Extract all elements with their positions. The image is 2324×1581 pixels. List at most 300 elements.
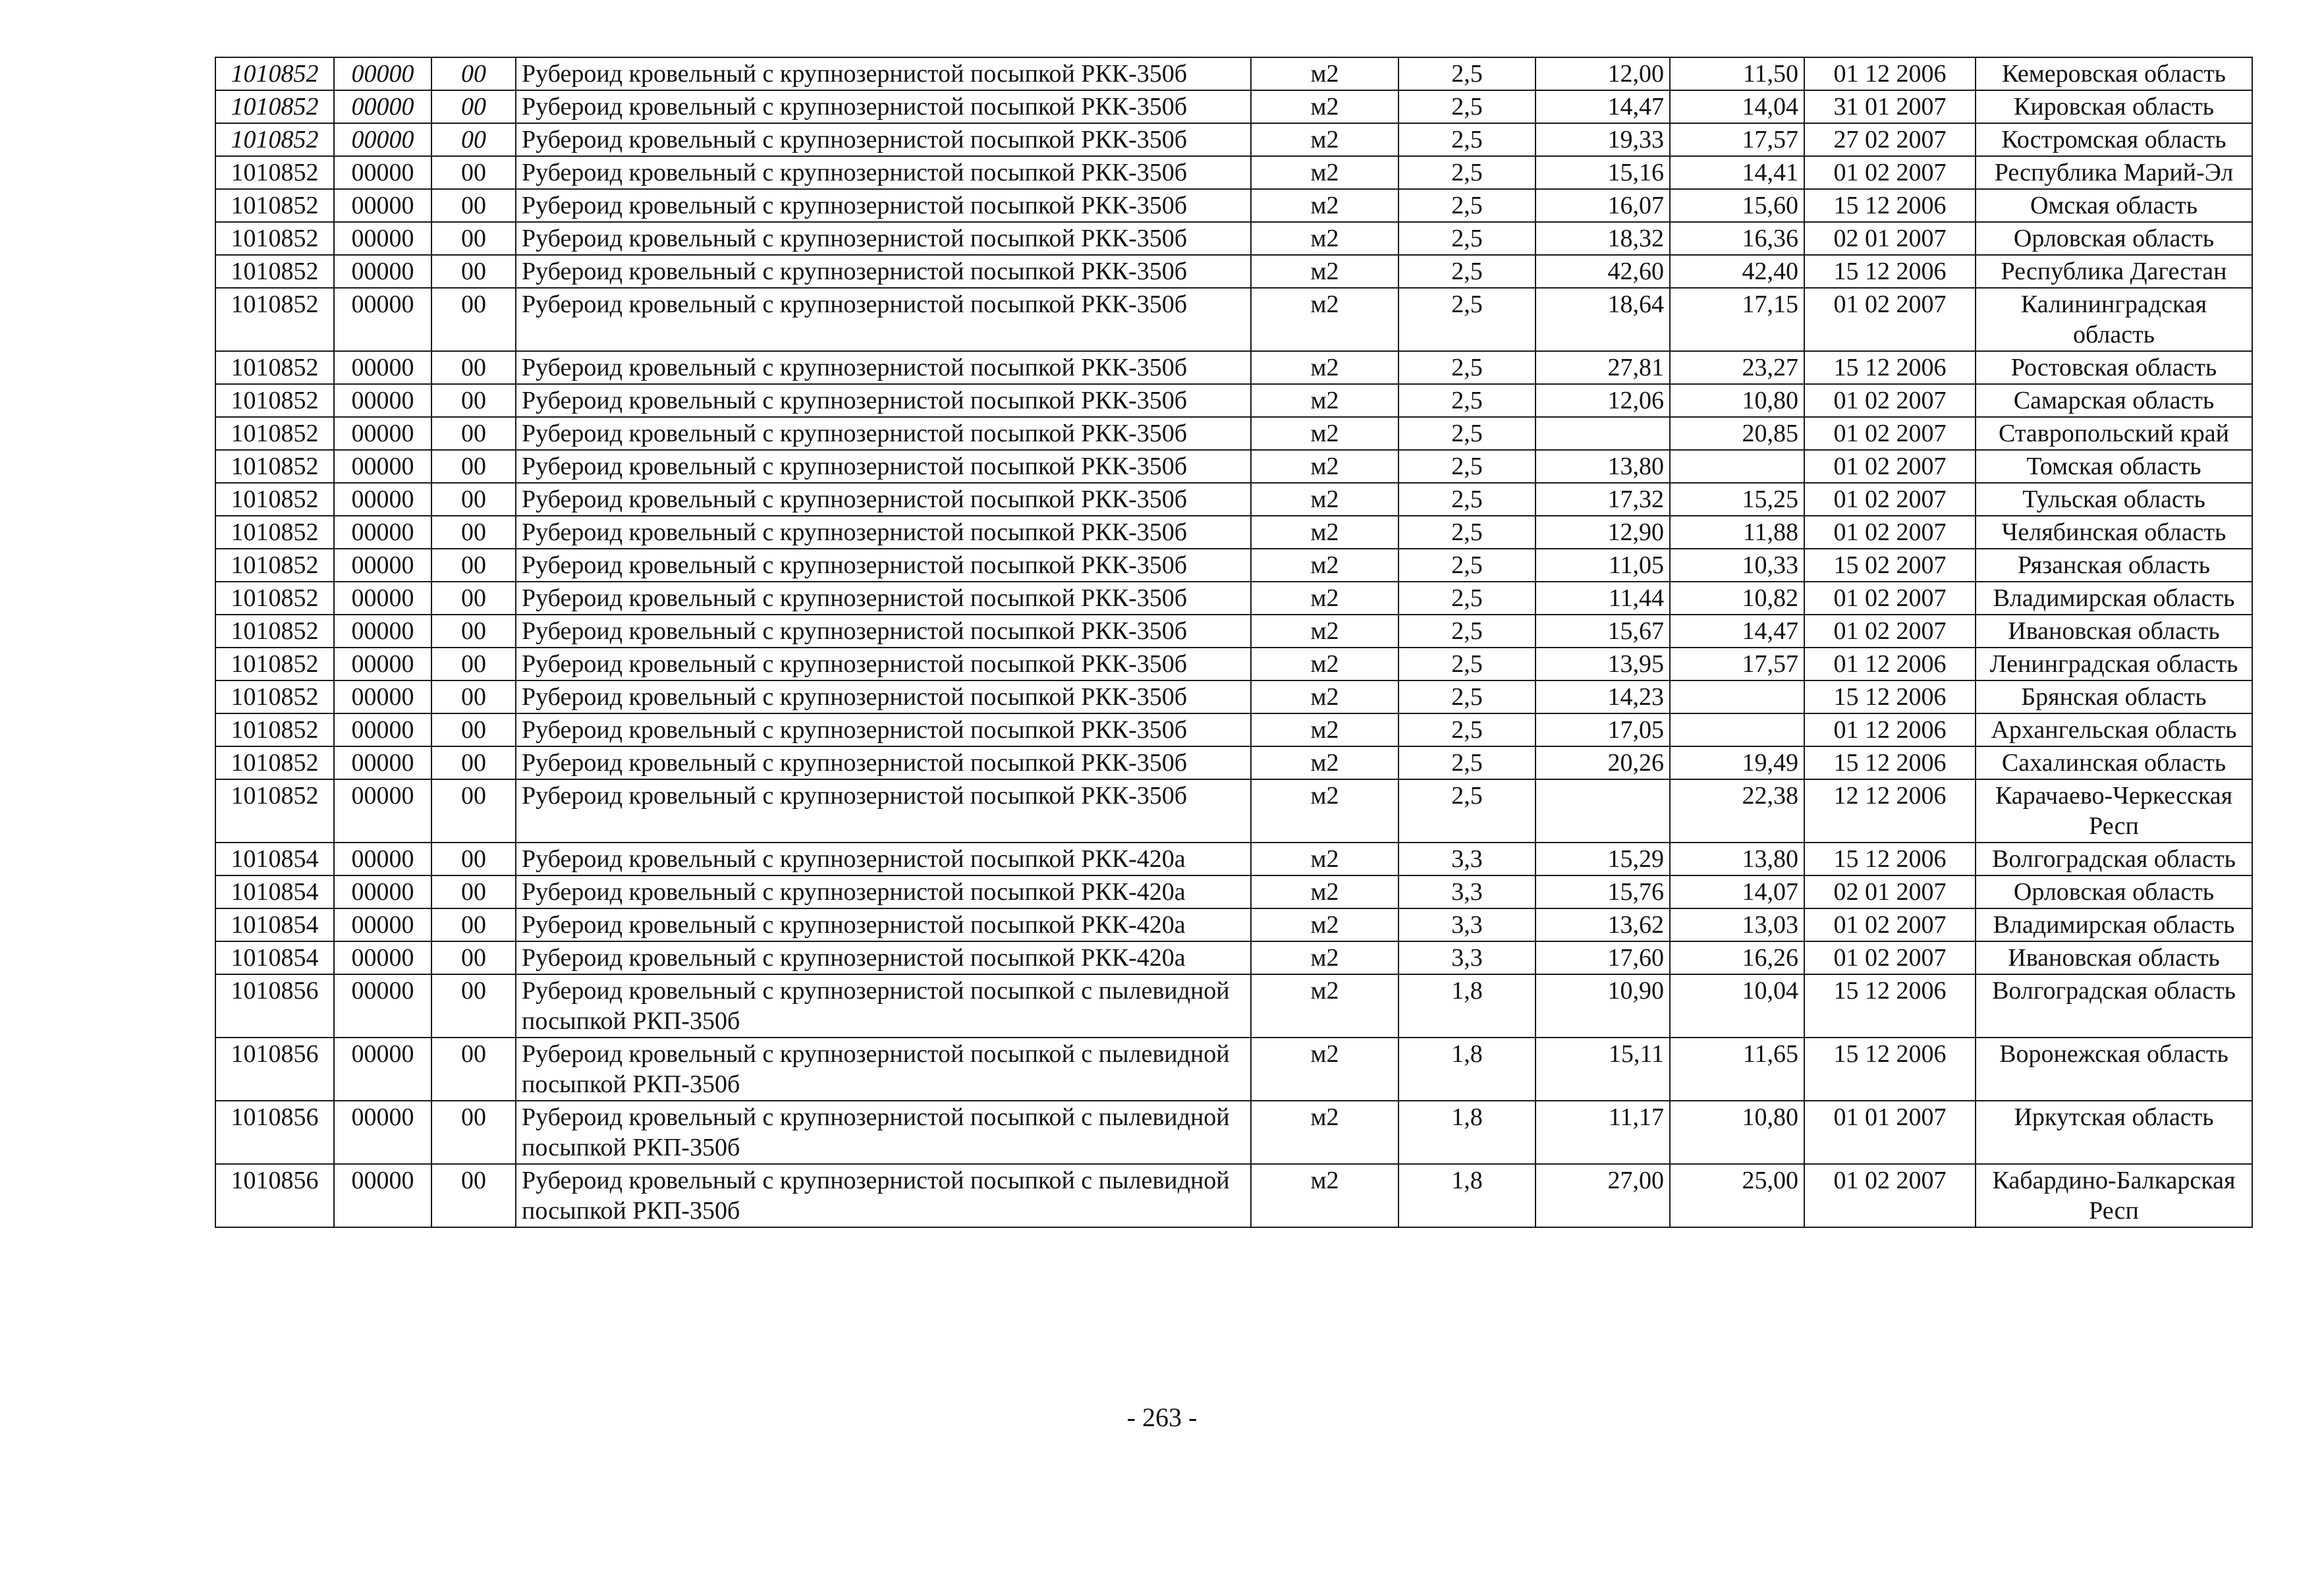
material-code-cell: 1010854 (215, 908, 334, 941)
material-code-cell: 1010852 (215, 189, 334, 222)
suffix-cell: 00 (431, 450, 516, 483)
table-row (215, 974, 2252, 1038)
weight-cell: 1,8 (1398, 974, 1536, 1038)
material-name-cell: Рубероид кровельный с крупнозернистой посыпкой РКК-420а (516, 908, 1251, 941)
price-1-cell: 12,06 (1536, 384, 1670, 417)
material-name-cell: Рубероид кровельный с крупнозернистой посыпкой РКК-350б (516, 483, 1251, 516)
table-row (215, 746, 2252, 779)
subcode-cell: 00000 (334, 255, 431, 288)
date-cell: 01 02 2007 (1804, 582, 1976, 615)
table-row (215, 483, 2252, 516)
price-1-cell: 12,90 (1536, 516, 1670, 549)
material-name-cell: Рубероид кровельный с крупнозернистой посыпкой РКК-350б (516, 680, 1251, 713)
price-1-cell: 15,11 (1536, 1038, 1670, 1101)
table-body (215, 57, 2252, 1227)
subcode-cell: 00000 (334, 351, 431, 384)
date-cell: 27 02 2007 (1804, 123, 1976, 156)
date-cell: 02 01 2007 (1804, 222, 1976, 255)
unit-cell: м2 (1251, 57, 1398, 90)
region-cell: Волгоградская область (1976, 843, 2252, 875)
price-2-cell: 15,25 (1670, 483, 1804, 516)
price-2-cell (1670, 450, 1804, 483)
suffix-cell: 00 (431, 288, 516, 351)
material-name-cell: Рубероид кровельный с крупнозернистой посыпкой РКК-350б (516, 288, 1251, 351)
suffix-cell: 00 (431, 746, 516, 779)
table-row (215, 156, 2252, 189)
region-cell: Республика Дагестан (1976, 255, 2252, 288)
unit-cell: м2 (1251, 1101, 1398, 1164)
price-1-cell: 15,16 (1536, 156, 1670, 189)
material-name-cell: Рубероид кровельный с крупнозернистой посыпкой РКК-350б (516, 384, 1251, 417)
material-name-cell: Рубероид кровельный с крупнозернистой посыпкой РКК-420а (516, 843, 1251, 875)
price-2-cell: 14,47 (1670, 615, 1804, 648)
material-name-cell: Рубероид кровельный с крупнозернистой посыпкой РКК-350б (516, 516, 1251, 549)
suffix-cell: 00 (431, 90, 516, 123)
table-row (215, 1038, 2252, 1101)
subcode-cell: 00000 (334, 288, 431, 351)
material-code-cell: 1010852 (215, 549, 334, 582)
price-2-cell (1670, 713, 1804, 746)
unit-cell: м2 (1251, 1164, 1398, 1227)
material-name-cell: Рубероид кровельный с крупнозернистой посыпкой РКК-420а (516, 875, 1251, 908)
subcode-cell: 00000 (334, 189, 431, 222)
price-2-cell: 25,00 (1670, 1164, 1804, 1227)
weight-cell: 2,5 (1398, 288, 1536, 351)
table-row (215, 779, 2252, 843)
price-1-cell: 13,95 (1536, 648, 1670, 680)
table-row (215, 875, 2252, 908)
material-code-cell: 1010852 (215, 648, 334, 680)
price-2-cell: 16,26 (1670, 941, 1804, 974)
date-cell: 02 01 2007 (1804, 875, 1976, 908)
material-code-cell: 1010852 (215, 57, 334, 90)
weight-cell: 2,5 (1398, 222, 1536, 255)
region-cell: Орловская область (1976, 875, 2252, 908)
price-2-cell: 14,04 (1670, 90, 1804, 123)
price-2-cell: 13,03 (1670, 908, 1804, 941)
material-code-cell: 1010856 (215, 974, 334, 1038)
subcode-cell: 00000 (334, 875, 431, 908)
table-row (215, 123, 2252, 156)
region-cell: Воронежская область (1976, 1038, 2252, 1101)
region-cell: Карачаево-Черкесская Респ (1976, 779, 2252, 843)
region-cell: Томская область (1976, 450, 2252, 483)
weight-cell: 2,5 (1398, 123, 1536, 156)
suffix-cell: 00 (431, 875, 516, 908)
table-row (215, 615, 2252, 648)
material-code-cell: 1010854 (215, 941, 334, 974)
price-2-cell: 10,33 (1670, 549, 1804, 582)
unit-cell: м2 (1251, 908, 1398, 941)
suffix-cell: 00 (431, 648, 516, 680)
subcode-cell: 00000 (334, 615, 431, 648)
unit-cell: м2 (1251, 189, 1398, 222)
material-name-cell: Рубероид кровельный с крупнозернистой посыпкой РКК-350б (516, 779, 1251, 843)
material-code-cell: 1010852 (215, 713, 334, 746)
material-name-cell: Рубероид кровельный с крупнозернистой посыпкой РКК-350б (516, 582, 1251, 615)
unit-cell: м2 (1251, 255, 1398, 288)
date-cell: 01 01 2007 (1804, 1101, 1976, 1164)
table-row (215, 713, 2252, 746)
price-2-cell: 11,50 (1670, 57, 1804, 90)
subcode-cell: 00000 (334, 908, 431, 941)
unit-cell: м2 (1251, 516, 1398, 549)
subcode-cell: 00000 (334, 582, 431, 615)
table-row (215, 57, 2252, 90)
price-1-cell: 27,00 (1536, 1164, 1670, 1227)
price-1-cell: 17,32 (1536, 483, 1670, 516)
subcode-cell: 00000 (334, 680, 431, 713)
unit-cell: м2 (1251, 288, 1398, 351)
table-row (215, 582, 2252, 615)
subcode-cell: 00000 (334, 417, 431, 450)
material-code-cell: 1010852 (215, 615, 334, 648)
price-1-cell: 10,90 (1536, 974, 1670, 1038)
suffix-cell: 00 (431, 779, 516, 843)
subcode-cell: 00000 (334, 57, 431, 90)
price-2-cell: 15,60 (1670, 189, 1804, 222)
subcode-cell: 00000 (334, 549, 431, 582)
material-code-cell: 1010852 (215, 351, 334, 384)
region-cell: Иркутская область (1976, 1101, 2252, 1164)
price-2-cell: 10,80 (1670, 384, 1804, 417)
material-code-cell: 1010852 (215, 450, 334, 483)
suffix-cell: 00 (431, 615, 516, 648)
material-name-cell: Рубероид кровельный с крупнозернистой посыпкой РКК-350б (516, 648, 1251, 680)
suffix-cell: 00 (431, 1101, 516, 1164)
region-cell: Ленинградская область (1976, 648, 2252, 680)
material-code-cell: 1010852 (215, 680, 334, 713)
price-2-cell: 22,38 (1670, 779, 1804, 843)
unit-cell: м2 (1251, 450, 1398, 483)
weight-cell: 2,5 (1398, 57, 1536, 90)
price-1-cell (1536, 417, 1670, 450)
price-1-cell: 14,23 (1536, 680, 1670, 713)
material-code-cell: 1010854 (215, 843, 334, 875)
price-1-cell: 12,00 (1536, 57, 1670, 90)
unit-cell: м2 (1251, 779, 1398, 843)
table-row (215, 1101, 2252, 1164)
subcode-cell: 00000 (334, 123, 431, 156)
subcode-cell: 00000 (334, 450, 431, 483)
date-cell: 01 02 2007 (1804, 908, 1976, 941)
suffix-cell: 00 (431, 974, 516, 1038)
weight-cell: 2,5 (1398, 680, 1536, 713)
table-row (215, 450, 2252, 483)
weight-cell: 2,5 (1398, 746, 1536, 779)
material-code-cell: 1010852 (215, 417, 334, 450)
subcode-cell: 00000 (334, 483, 431, 516)
price-2-cell: 14,07 (1670, 875, 1804, 908)
unit-cell: м2 (1251, 875, 1398, 908)
price-2-cell: 11,65 (1670, 1038, 1804, 1101)
region-cell: Кемеровская область (1976, 57, 2252, 90)
table-row (215, 648, 2252, 680)
region-cell: Ставропольский край (1976, 417, 2252, 450)
material-name-cell: Рубероид кровельный с крупнозернистой посыпкой с пылевидной посыпкой РКП-350б (516, 1164, 1251, 1227)
table-row (215, 843, 2252, 875)
price-2-cell: 10,82 (1670, 582, 1804, 615)
subcode-cell: 00000 (334, 516, 431, 549)
table-row (215, 549, 2252, 582)
date-cell: 15 12 2006 (1804, 1038, 1976, 1101)
price-1-cell: 15,67 (1536, 615, 1670, 648)
material-name-cell: Рубероид кровельный с крупнозернистой посыпкой РКК-350б (516, 57, 1251, 90)
weight-cell: 2,5 (1398, 582, 1536, 615)
date-cell: 01 02 2007 (1804, 156, 1976, 189)
material-name-cell: Рубероид кровельный с крупнозернистой посыпкой с пылевидной посыпкой РКП-350б (516, 1101, 1251, 1164)
table-row (215, 222, 2252, 255)
subcode-cell: 00000 (334, 941, 431, 974)
date-cell: 01 02 2007 (1804, 1164, 1976, 1227)
weight-cell: 3,3 (1398, 941, 1536, 974)
price-1-cell: 13,80 (1536, 450, 1670, 483)
date-cell: 01 12 2006 (1804, 648, 1976, 680)
material-code-cell: 1010852 (215, 384, 334, 417)
material-name-cell: Рубероид кровельный с крупнозернистой посыпкой РКК-350б (516, 549, 1251, 582)
weight-cell: 2,5 (1398, 549, 1536, 582)
weight-cell: 1,8 (1398, 1164, 1536, 1227)
unit-cell: м2 (1251, 156, 1398, 189)
date-cell: 01 02 2007 (1804, 384, 1976, 417)
weight-cell: 3,3 (1398, 875, 1536, 908)
suffix-cell: 00 (431, 156, 516, 189)
region-cell: Челябинская область (1976, 516, 2252, 549)
price-1-cell: 15,76 (1536, 875, 1670, 908)
table-row (215, 255, 2252, 288)
unit-cell: м2 (1251, 1038, 1398, 1101)
unit-cell: м2 (1251, 417, 1398, 450)
suffix-cell: 00 (431, 941, 516, 974)
date-cell: 01 02 2007 (1804, 288, 1976, 351)
table-row (215, 351, 2252, 384)
subcode-cell: 00000 (334, 648, 431, 680)
subcode-cell: 00000 (334, 222, 431, 255)
material-code-cell: 1010852 (215, 90, 334, 123)
unit-cell: м2 (1251, 351, 1398, 384)
weight-cell: 2,5 (1398, 450, 1536, 483)
date-cell: 01 12 2006 (1804, 713, 1976, 746)
date-cell: 15 12 2006 (1804, 351, 1976, 384)
subcode-cell: 00000 (334, 843, 431, 875)
table-row (215, 516, 2252, 549)
price-2-cell: 10,04 (1670, 974, 1804, 1038)
price-2-cell: 13,80 (1670, 843, 1804, 875)
price-2-cell: 20,85 (1670, 417, 1804, 450)
price-2-cell: 11,88 (1670, 516, 1804, 549)
region-cell: Сахалинская область (1976, 746, 2252, 779)
price-1-cell: 17,60 (1536, 941, 1670, 974)
price-1-cell: 18,64 (1536, 288, 1670, 351)
price-1-cell: 15,29 (1536, 843, 1670, 875)
weight-cell: 3,3 (1398, 843, 1536, 875)
price-1-cell: 19,33 (1536, 123, 1670, 156)
price-table (215, 57, 2253, 1228)
region-cell: Костромская область (1976, 123, 2252, 156)
unit-cell: м2 (1251, 615, 1398, 648)
price-2-cell: 10,80 (1670, 1101, 1804, 1164)
date-cell: 01 02 2007 (1804, 516, 1976, 549)
material-name-cell: Рубероид кровельный с крупнозернистой посыпкой с пылевидной посыпкой РКП-350б (516, 974, 1251, 1038)
date-cell: 31 01 2007 (1804, 90, 1976, 123)
table-row (215, 908, 2252, 941)
price-1-cell: 13,62 (1536, 908, 1670, 941)
material-code-cell: 1010852 (215, 516, 334, 549)
material-code-cell: 1010852 (215, 156, 334, 189)
price-1-cell (1536, 779, 1670, 843)
price-2-cell: 19,49 (1670, 746, 1804, 779)
weight-cell: 2,5 (1398, 156, 1536, 189)
subcode-cell: 00000 (334, 1164, 431, 1227)
price-1-cell: 18,32 (1536, 222, 1670, 255)
subcode-cell: 00000 (334, 1038, 431, 1101)
suffix-cell: 00 (431, 189, 516, 222)
date-cell: 01 02 2007 (1804, 483, 1976, 516)
subcode-cell: 00000 (334, 384, 431, 417)
material-code-cell: 1010856 (215, 1101, 334, 1164)
material-name-cell: Рубероид кровельный с крупнозернистой посыпкой РКК-420а (516, 941, 1251, 974)
region-cell: Владимирская область (1976, 908, 2252, 941)
suffix-cell: 00 (431, 483, 516, 516)
unit-cell: м2 (1251, 483, 1398, 516)
region-cell: Калининградская область (1976, 288, 2252, 351)
unit-cell: м2 (1251, 549, 1398, 582)
date-cell: 12 12 2006 (1804, 779, 1976, 843)
table-row (215, 288, 2252, 351)
date-cell: 15 12 2006 (1804, 746, 1976, 779)
weight-cell: 2,5 (1398, 779, 1536, 843)
material-name-cell: Рубероид кровельный с крупнозернистой посыпкой РКК-350б (516, 615, 1251, 648)
suffix-cell: 00 (431, 417, 516, 450)
weight-cell: 2,5 (1398, 90, 1536, 123)
date-cell: 15 02 2007 (1804, 549, 1976, 582)
price-2-cell (1670, 680, 1804, 713)
unit-cell: м2 (1251, 680, 1398, 713)
region-cell: Орловская область (1976, 222, 2252, 255)
region-cell: Республика Марий-Эл (1976, 156, 2252, 189)
weight-cell: 2,5 (1398, 417, 1536, 450)
price-2-cell: 16,36 (1670, 222, 1804, 255)
material-code-cell: 1010852 (215, 746, 334, 779)
date-cell: 01 02 2007 (1804, 615, 1976, 648)
price-2-cell: 17,57 (1670, 648, 1804, 680)
date-cell: 15 12 2006 (1804, 974, 1976, 1038)
material-name-cell: Рубероид кровельный с крупнозернистой посыпкой РКК-350б (516, 123, 1251, 156)
material-code-cell: 1010856 (215, 1164, 334, 1227)
subcode-cell: 00000 (334, 90, 431, 123)
suffix-cell: 00 (431, 713, 516, 746)
date-cell: 01 02 2007 (1804, 941, 1976, 974)
unit-cell: м2 (1251, 123, 1398, 156)
suffix-cell: 00 (431, 843, 516, 875)
weight-cell: 2,5 (1398, 483, 1536, 516)
material-code-cell: 1010852 (215, 255, 334, 288)
unit-cell: м2 (1251, 384, 1398, 417)
date-cell: 01 12 2006 (1804, 57, 1976, 90)
unit-cell: м2 (1251, 582, 1398, 615)
subcode-cell: 00000 (334, 746, 431, 779)
price-2-cell: 14,41 (1670, 156, 1804, 189)
table-row (215, 384, 2252, 417)
date-cell: 15 12 2006 (1804, 255, 1976, 288)
price-2-cell: 42,40 (1670, 255, 1804, 288)
date-cell: 15 12 2006 (1804, 189, 1976, 222)
weight-cell: 2,5 (1398, 648, 1536, 680)
weight-cell: 2,5 (1398, 351, 1536, 384)
weight-cell: 3,3 (1398, 908, 1536, 941)
region-cell: Кировская область (1976, 90, 2252, 123)
region-cell: Тульская область (1976, 483, 2252, 516)
suffix-cell: 00 (431, 1038, 516, 1101)
material-code-cell: 1010852 (215, 222, 334, 255)
suffix-cell: 00 (431, 549, 516, 582)
table-row (215, 90, 2252, 123)
date-cell: 01 02 2007 (1804, 417, 1976, 450)
region-cell: Ростовская область (1976, 351, 2252, 384)
region-cell: Ивановская область (1976, 615, 2252, 648)
price-2-cell: 17,57 (1670, 123, 1804, 156)
material-name-cell: Рубероид кровельный с крупнозернистой посыпкой РКК-350б (516, 450, 1251, 483)
material-name-cell: Рубероид кровельный с крупнозернистой посыпкой РКК-350б (516, 90, 1251, 123)
unit-cell: м2 (1251, 713, 1398, 746)
unit-cell: м2 (1251, 843, 1398, 875)
suffix-cell: 00 (431, 57, 516, 90)
price-1-cell: 14,47 (1536, 90, 1670, 123)
suffix-cell: 00 (431, 222, 516, 255)
material-name-cell: Рубероид кровельный с крупнозернистой посыпкой РКК-350б (516, 417, 1251, 450)
price-2-cell: 17,15 (1670, 288, 1804, 351)
weight-cell: 2,5 (1398, 713, 1536, 746)
price-1-cell: 27,81 (1536, 351, 1670, 384)
region-cell: Волгоградская область (1976, 974, 2252, 1038)
price-1-cell: 16,07 (1536, 189, 1670, 222)
subcode-cell: 00000 (334, 156, 431, 189)
weight-cell: 1,8 (1398, 1101, 1536, 1164)
page-number: - 263 - (1126, 1402, 1198, 1432)
price-1-cell: 11,17 (1536, 1101, 1670, 1164)
region-cell: Архангельская область (1976, 713, 2252, 746)
unit-cell: м2 (1251, 90, 1398, 123)
weight-cell: 1,8 (1398, 1038, 1536, 1101)
suffix-cell: 00 (431, 255, 516, 288)
table-row (215, 680, 2252, 713)
material-code-cell: 1010852 (215, 483, 334, 516)
material-name-cell: Рубероид кровельный с крупнозернистой посыпкой РКК-350б (516, 222, 1251, 255)
weight-cell: 2,5 (1398, 189, 1536, 222)
suffix-cell: 00 (431, 582, 516, 615)
table-row (215, 189, 2252, 222)
material-name-cell: Рубероид кровельный с крупнозернистой посыпкой РКК-350б (516, 713, 1251, 746)
table-row (215, 1164, 2252, 1227)
material-code-cell: 1010852 (215, 582, 334, 615)
table-row (215, 941, 2252, 974)
suffix-cell: 00 (431, 384, 516, 417)
region-cell: Кабардино-Балкарская Респ (1976, 1164, 2252, 1227)
material-name-cell: Рубероид кровельный с крупнозернистой посыпкой РКК-350б (516, 746, 1251, 779)
region-cell: Ивановская область (1976, 941, 2252, 974)
material-name-cell: Рубероид кровельный с крупнозернистой посыпкой РКК-350б (516, 156, 1251, 189)
unit-cell: м2 (1251, 941, 1398, 974)
price-2-cell: 23,27 (1670, 351, 1804, 384)
price-1-cell: 20,26 (1536, 746, 1670, 779)
suffix-cell: 00 (431, 680, 516, 713)
material-code-cell: 1010856 (215, 1038, 334, 1101)
unit-cell: м2 (1251, 222, 1398, 255)
region-cell: Омская область (1976, 189, 2252, 222)
price-1-cell: 11,44 (1536, 582, 1670, 615)
price-1-cell: 11,05 (1536, 549, 1670, 582)
region-cell: Владимирская область (1976, 582, 2252, 615)
